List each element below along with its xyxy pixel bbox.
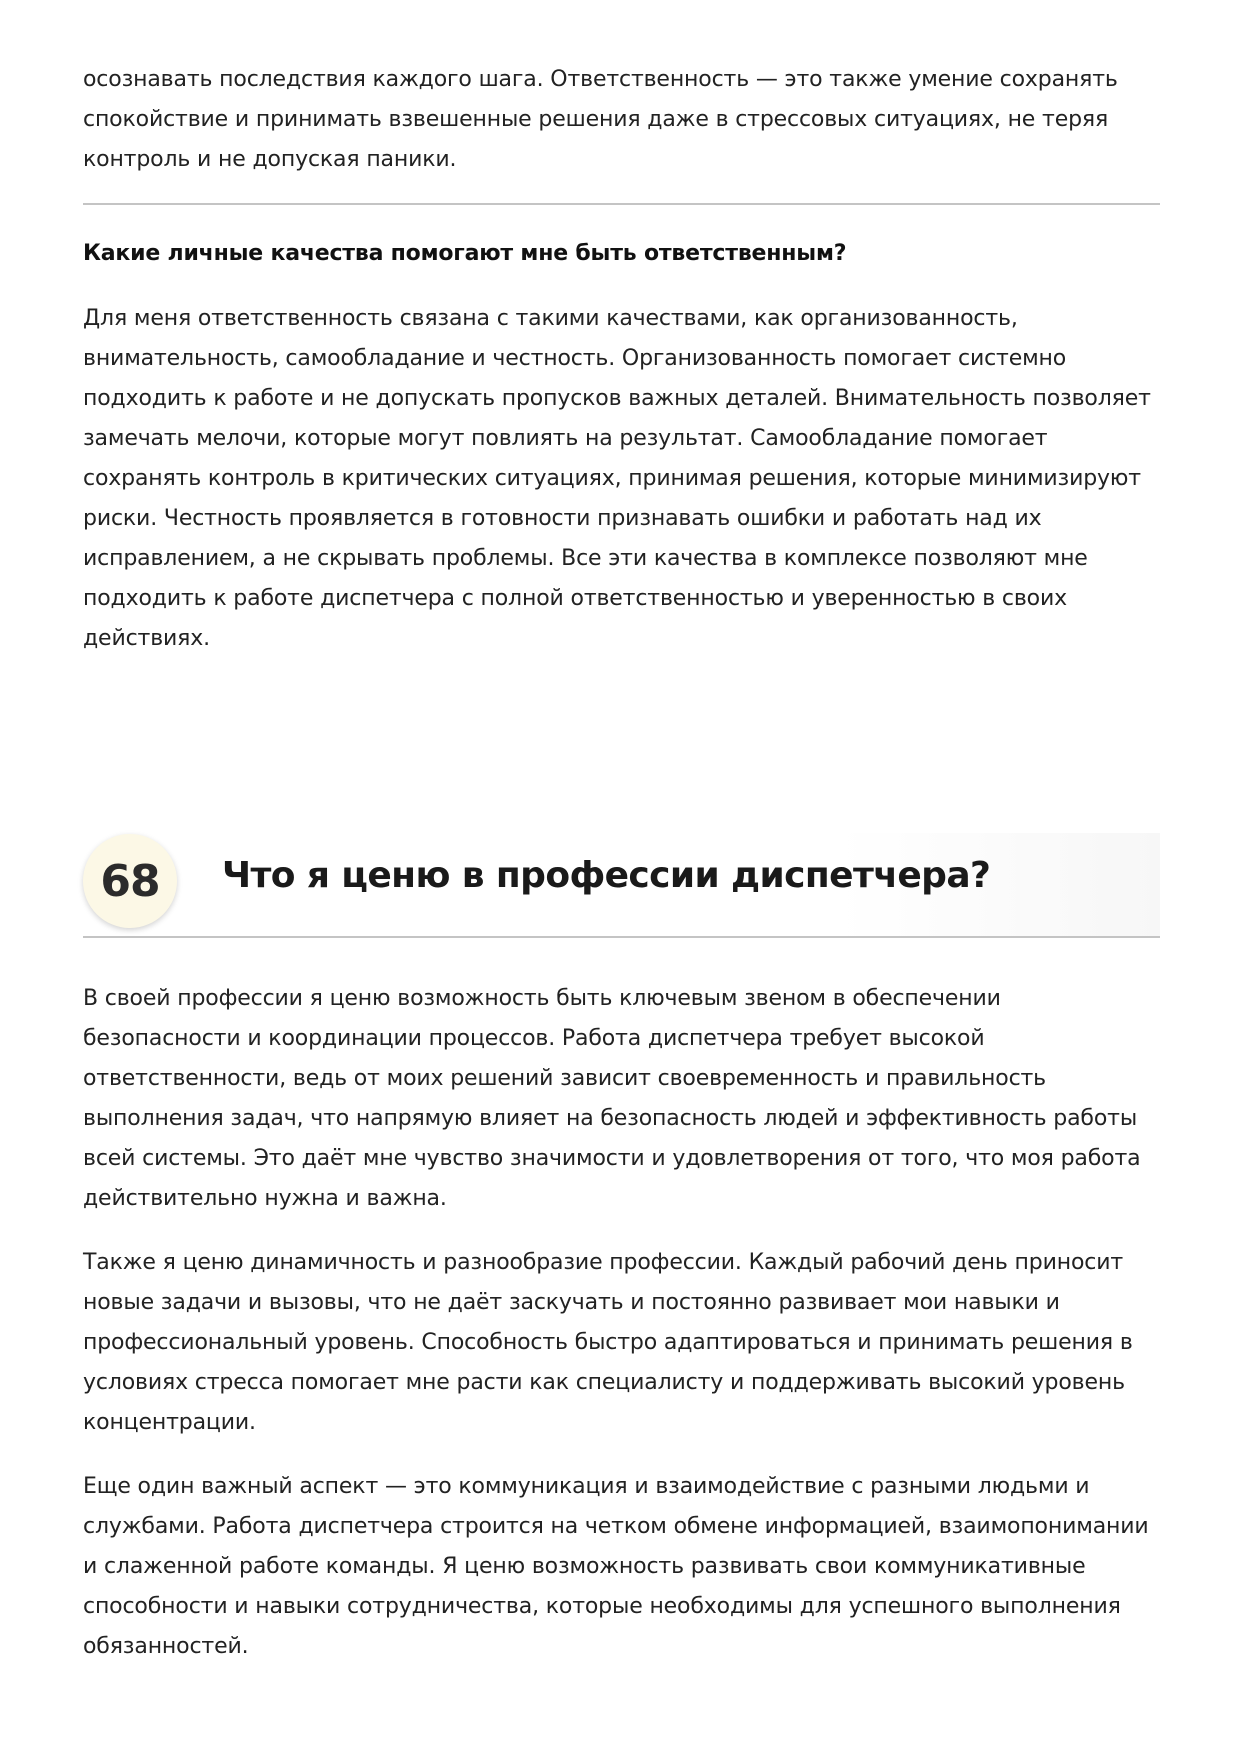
intro-paragraph: осознавать последствия каждого шага. Ответственность — это также умение сохранять спокойствие и принимать взвешенные решения даже в стрессовых ситуациях, не теряя контроль и не допуская паники. [83,67,1118,172]
answer-paragraph: Для меня ответственность связана с такими качествами, как организованность, внимательность, самообладание и честность. Организованность помогает системно подходить к работе и не допускать пропусков важных деталей. Внимательность позволяет замечать мелочи, которые могут повлиять на результат. Самообладание помогает сохранять контроль в критических ситуациях, принимая решения, которые минимизируют риски. Честность проявляется в готовности признавать ошибки и работать над их исправлением, а не скрывать проблемы. Все эти качества в комплексе позволяют мне подходить к работе диспетчера с полной ответственностью и уверенностью в своих действиях. [83,306,1151,651]
body-paragraph: Еще один важный аспект — это коммуникация и взаимодействие с разными людьми и службами. Работа диспетчера строится на четком обмене информацией, взаимопонимании и слаженной работе команды. Я ценю возможность развивать свои коммуникативные способности и навыки сотрудничества, которые необходимы для успешного выполнения обязанностей. [83,1474,1149,1659]
section-number-badge: 68 [83,834,177,928]
section-body [83,979,1160,1667]
body-paragraph: Также я ценю динамичность и разнообразие профессии. Каждый рабочий день приносит новые задачи и вызовы, что не даёт заскучать и постоянно развивает мои навыки и профессиональный уровень. Способность быстро адаптироваться и принимать решения в условиях стресса помогает мне расти как специалисту и поддерживать высокий уровень концентрации. [83,1250,1133,1435]
body-paragraph: В своей профессии я ценю возможность быть ключевым звеном в обеспечении безопасности и координации процессов. Работа диспетчера требует высокой ответственности, ведь от моих решений зависит своевременность и правильность выполнения задач, что напрямую влияет на безопасность людей и эффективность работы всей системы. Это даёт мне чувство значимости и удовлетворения от того, что моя работа действительно нужна и важна. [83,986,1141,1211]
section-header [83,833,1160,936]
section-title: Что я ценю в профессии диспетчера? [222,855,991,896]
question-heading: Какие личные качества помогают мне быть ответственным? [83,241,847,266]
section-divider [83,203,1160,205]
section-title-underline [83,936,1160,938]
